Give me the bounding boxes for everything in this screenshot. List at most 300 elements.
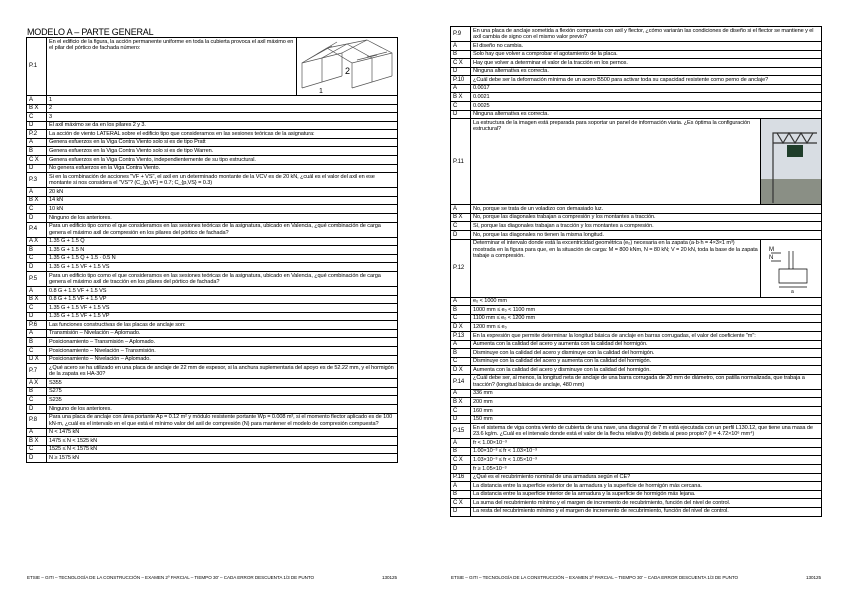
row-text-content: 1.03×10⁻³ ≤ fr < 1.05×10⁻³ [473, 456, 537, 463]
answer-row [27, 355, 398, 364]
question-row [27, 130, 398, 139]
answer-row [451, 213, 822, 222]
row-key: D [451, 67, 471, 76]
answer-row [451, 357, 822, 366]
row-text-content: El diseño no cambia. [473, 42, 523, 49]
row-text [471, 297, 822, 306]
sign-figure [760, 119, 821, 205]
answer-row [27, 405, 398, 414]
answer-row [451, 407, 822, 416]
row-text-content: La distancia entre la superficie exterior de la armadura y la superficie de hormigón más cercana. [473, 482, 702, 489]
row-key: A [27, 96, 47, 105]
answer-row [27, 214, 398, 223]
row-text [47, 428, 398, 437]
row-key: B [451, 50, 471, 59]
answer-row [451, 389, 822, 398]
row-text [47, 246, 398, 255]
row-key: A [27, 188, 47, 197]
row-key: B [451, 306, 471, 315]
row-text-content: No, porque las diagonales no tienen la misma longitud. [473, 231, 604, 238]
row-text [471, 27, 822, 42]
row-text-content: En la expresión que permite determinar la longitud básica de anclaje en barras corrugadas, el valor del coeficiente "m": [473, 332, 756, 339]
svg-text:2: 2 [345, 65, 350, 76]
row-text [47, 287, 398, 296]
answer-row [27, 246, 398, 255]
row-text-content: 20 kN [49, 188, 64, 195]
row-text-content: Disminuye con la calidad del acero y aumenta con la calidad del hormigón. [473, 358, 652, 365]
row-key: P.15 [451, 424, 471, 439]
answer-row [451, 366, 822, 375]
row-text-content: S275 [49, 388, 62, 395]
row-text [47, 437, 398, 446]
row-key: C X [451, 59, 471, 68]
row-text-content: ¿Cuál debe ser, al menos, la longitud neta de anclaje de una barra corrugada de 20 mm de diámetro, con patilla normalizada, que trabaja a tracción? (longitud básica de anclaje, 480 mm) [473, 375, 805, 388]
row-key: C [451, 407, 471, 416]
row-key: B [451, 490, 471, 499]
question-row [27, 222, 398, 237]
row-text [471, 239, 822, 297]
question-row [27, 38, 398, 96]
answer-row [451, 323, 822, 332]
row-text-content: La acción de viento LATERAL sobre el edificio tipo que consideramos en las sesiones teóricas de la asignatura: [49, 130, 315, 137]
row-text-content: Para una placa de anclaje con área portante Ap = 0.12 m² y módulo resistente portante Wp = 0.008 m³, si el momento flector aplicado es de 100 kN·m, ¿cuál es el intervalo en el que está el mínimo valor del axil de compresión (N) para mantener el modelo de compresión compuesta? [49, 414, 393, 427]
row-text-content: Solo hay que volver a comprobar el agotamiento de la placa. [473, 51, 618, 58]
answer-row [27, 113, 398, 122]
question-row [451, 473, 822, 482]
row-key: B [27, 387, 47, 396]
row-text [47, 454, 398, 463]
svg-text:M: M [769, 247, 774, 254]
row-text-content: Genera esfuerzos en la Viga Contra Viento, independientemente de su tipo estructural. [49, 156, 256, 163]
row-text [471, 50, 822, 59]
row-text [47, 263, 398, 272]
row-text-content: 1525 ≤ N < 1575 kN [49, 446, 98, 453]
answer-row [451, 349, 822, 358]
row-key: A [451, 297, 471, 306]
row-key: A [451, 84, 471, 93]
row-text-content: fr ≥ 1.05×10⁻³ [473, 465, 507, 472]
row-text [471, 407, 822, 416]
answer-row [451, 67, 822, 76]
row-key: C [27, 205, 47, 214]
answer-row [451, 42, 822, 51]
row-text [47, 338, 398, 347]
row-text-content: Genera esfuerzos en la Viga Contra Viento solo si es de tipo Pratt [49, 139, 206, 146]
row-text [471, 490, 822, 499]
row-key: P.16 [451, 473, 471, 482]
row-key: A [27, 287, 47, 296]
row-key: B [451, 447, 471, 456]
row-text-content: Sí, porque las diagonales trabajan a tracción y los montantes a compresión. [473, 222, 654, 229]
truss-building-figure [297, 38, 397, 96]
row-key: P.6 [27, 321, 47, 330]
row-text [47, 445, 398, 454]
row-key: C [27, 254, 47, 263]
row-text [47, 164, 398, 173]
row-text-content: Para un edificio tipo como el que consideramos en las sesiones teóricas de la asignatura, ubicado en Valencia, ¿qué combinación de carga genera el máximo axil de tracción en los pilares del pórtico de fachada? [49, 272, 381, 285]
row-key: D [451, 110, 471, 119]
row-key: A [451, 340, 471, 349]
row-text [47, 272, 398, 287]
row-text [471, 76, 822, 85]
row-key: P.1 [27, 38, 47, 96]
answer-row [27, 237, 398, 246]
row-text [47, 196, 398, 205]
answer-row [27, 379, 398, 388]
row-text-content: 0.8 G + 1.5 VF + 1.5 VS [49, 287, 107, 294]
answer-row [451, 59, 822, 68]
row-key: B X [451, 213, 471, 222]
row-key: D [27, 405, 47, 414]
row-key: A [451, 482, 471, 491]
row-text-content: Posicionamiento – Transmisión – Aplomado. [49, 339, 155, 346]
row-text [47, 355, 398, 364]
row-key: C [451, 102, 471, 111]
row-text-content: 2 [49, 105, 53, 112]
row-key: B X [27, 104, 47, 113]
row-text [471, 213, 822, 222]
row-text-content: En una placa de anclaje sometida a flexión compuesta con axil y flector, ¿cómo variarán las condiciones de diseño si el flector se mantiene y el axil cambia de signo con el mismo valor previo? [473, 27, 814, 40]
answer-row [451, 456, 822, 465]
question-row [451, 76, 822, 85]
row-text [47, 38, 398, 96]
row-text-content: La suma del recubrimiento mínimo y el margen de incremento de recubrimiento, función del nivel de control. [473, 499, 731, 506]
row-text [471, 110, 822, 119]
row-key: D [451, 231, 471, 240]
question-row [451, 332, 822, 341]
answer-row [27, 338, 398, 347]
row-key: D [27, 164, 47, 173]
row-text [471, 389, 822, 398]
answer-row [451, 93, 822, 102]
row-key: D [27, 263, 47, 272]
row-text [471, 67, 822, 76]
row-text [47, 321, 398, 330]
row-text-content: No, porque las diagonales trabajan a compresión y los montantes a tracción. [473, 214, 656, 221]
row-text-content: Si en la combinación de acciones "VF + VS", el axil en un determinado montante de la VCV es de 20 kN, ¿cuál es el valor del axil en ese montante si nos considera el "VS"? (C_{p,VF} = 0.7; C_{p,VS} = 0.3) [49, 173, 375, 187]
row-text [47, 396, 398, 405]
row-key: B [27, 246, 47, 255]
row-key: C X [451, 499, 471, 508]
row-text [471, 499, 822, 508]
row-text [47, 121, 398, 130]
answer-row [27, 347, 398, 356]
row-text-content: ¿Qué acero se ha utilizado en una placa de anclaje de 22 mm de espesor, si la anchura suplementaria del apoyo es de 52.22 mm, y el hormigón de la zapata es HA-30? [49, 364, 394, 378]
row-text [47, 222, 398, 237]
row-text-content: Ninguno de los anteriores. [49, 405, 112, 412]
answer-row [451, 102, 822, 111]
row-text-content: La resta del recubrimiento mínimo y el margen de incremento de recubrimiento, función del nivel de control. [473, 508, 729, 515]
row-key: C [27, 347, 47, 356]
row-text-content: 1.35 G + 1.5 VF + 1.5 VP [49, 313, 110, 320]
row-key: C [451, 222, 471, 231]
row-text [471, 314, 822, 323]
row-key: C [27, 304, 47, 313]
row-text-content: Aumenta con la calidad del acero y disminuye con la calidad del hormigón. [473, 366, 651, 373]
answer-row [27, 428, 398, 437]
answer-row [27, 188, 398, 197]
row-text-content: Ninguna alternativa es correcta. [473, 111, 549, 118]
footer [451, 575, 821, 580]
row-text-content: 1.35 G + 1.5 Q [49, 238, 85, 245]
question-row [27, 321, 398, 330]
row-text [47, 364, 398, 379]
question-row [27, 272, 398, 287]
row-text-content: 0.0017 [473, 85, 490, 92]
row-text-content: 1.00×10⁻³ ≤ fr < 1.03×10⁻³ [473, 448, 537, 455]
row-text-content: Hay que volver a determinar el valor de la tracción en los pernos. [473, 59, 628, 66]
row-key: D X [451, 323, 471, 332]
row-text [471, 102, 822, 111]
questions-table-right [450, 26, 822, 517]
answer-row [27, 254, 398, 263]
row-text [471, 323, 822, 332]
answer-row [451, 314, 822, 323]
row-text-content: 1.35 G + 1.5 VF + 1.5 VS [49, 304, 110, 311]
row-text [471, 222, 822, 231]
row-text-content: 1000 mm ≤ e₀ < 1100 mm [473, 306, 536, 313]
answer-row [451, 110, 822, 119]
row-text [471, 507, 822, 516]
road-sign-photo [761, 119, 821, 205]
row-text-content: N ≥ 1575 kN [49, 454, 79, 461]
row-key: P.3 [27, 173, 47, 188]
row-key: P.8 [27, 413, 47, 428]
row-text [47, 347, 398, 356]
row-text [471, 366, 822, 375]
answer-row [27, 437, 398, 446]
answer-row [27, 96, 398, 105]
answer-row [451, 84, 822, 93]
answer-row [27, 396, 398, 405]
row-text [47, 96, 398, 105]
row-text [47, 188, 398, 197]
row-text-content: 1100 mm ≤ e₀ < 1200 mm [473, 315, 536, 322]
row-text [471, 42, 822, 51]
row-text-content: 336 mm [473, 390, 493, 397]
footer [27, 575, 397, 580]
row-key: P.9 [451, 27, 471, 42]
footing-figure [760, 239, 821, 297]
row-text [47, 173, 398, 188]
row-text-content: Las funciones constructivas de las placas de anclaje son: [49, 321, 186, 328]
row-text [471, 340, 822, 349]
row-key: D [451, 465, 471, 474]
row-key: C [451, 357, 471, 366]
row-text-content: N < 1475 kN [49, 429, 80, 436]
row-text-content: fr < 1.00×10⁻³ [473, 439, 507, 446]
row-key: P.13 [451, 332, 471, 341]
row-text [471, 357, 822, 366]
row-text [471, 447, 822, 456]
footer-left-text: ETSIE – GITI – TECNOLOGÍA DE LA CONSTRUCCIÓN – EXAMEN 2º PARCIAL – TIEMPO 30' – CADA ERROR DESCUENTA 1/3 DE PUNTO [27, 575, 315, 580]
answer-row [27, 164, 398, 173]
answer-row [451, 398, 822, 407]
answer-row [451, 482, 822, 491]
row-key: A X [27, 379, 47, 388]
row-text [47, 147, 398, 156]
row-key: A [27, 138, 47, 147]
answer-row [27, 147, 398, 156]
row-text-content: 1.35 G + 1.5 VF + 1.5 VS [49, 263, 110, 270]
row-text-content: 3 [49, 113, 53, 120]
row-text-content: 1200 mm ≤ e₀ [473, 323, 507, 330]
row-key: B X [27, 196, 47, 205]
row-text [471, 439, 822, 448]
answer-row [27, 304, 398, 313]
answer-row [451, 465, 822, 474]
row-key: D [27, 214, 47, 223]
answer-row [451, 447, 822, 456]
row-text [471, 482, 822, 491]
answer-row [451, 499, 822, 508]
row-text [47, 304, 398, 313]
row-key: B [27, 147, 47, 156]
row-text-content: 160 mm [473, 407, 493, 414]
row-text-content: En el sistema de viga contra viento de cubierta de una nave, una diagonal de 7 m está ejecutada con un perfil L130.12, que tiene una masa de 23.6 kg/m. ¿Cuál es el intervalo donde está el valor de la flecha relativa (fr) debida al peso propio? (I = 4.72×10⁶ mm⁴) [473, 424, 813, 438]
svg-text:N: N [769, 255, 774, 262]
question-row [451, 239, 822, 297]
row-key: A [451, 205, 471, 214]
row-text-content: El axil máximo se da en los pilares 2 y 3. [49, 122, 146, 129]
answer-row [27, 104, 398, 113]
row-text [471, 84, 822, 93]
row-text [47, 205, 398, 214]
row-key: P.10 [451, 76, 471, 85]
row-text-content: No genera esfuerzos en la Viga Contra Viento. [49, 165, 160, 172]
row-text-content: S235 [49, 396, 62, 403]
row-text [47, 156, 398, 165]
row-text [47, 405, 398, 414]
row-key: A [451, 439, 471, 448]
answer-row [27, 263, 398, 272]
row-text [471, 59, 822, 68]
row-text-content: Aumenta con la calidad del acero y aumenta con la calidad del hormigón. [473, 341, 648, 348]
row-key: C [27, 445, 47, 454]
row-text-content: 14 kN [49, 197, 64, 204]
row-text [47, 237, 398, 246]
question-row [451, 424, 822, 439]
svg-text:a: a [791, 289, 794, 296]
row-text-content: Disminuye con la calidad del acero y disminuye con la calidad del hormigón. [473, 349, 655, 356]
row-text [471, 465, 822, 474]
row-text-content: 10 kN [49, 205, 64, 212]
row-text-content: 1.35 G + 1.5 N [49, 246, 85, 253]
row-key: B X [27, 295, 47, 304]
row-text-content: ¿Cuál debe ser la deformación mínima de un acero B500 para activar toda su capacidad resistente como perno de anclaje? [473, 76, 769, 83]
row-key: P.4 [27, 222, 47, 237]
row-text-content: 0.0025 [473, 102, 490, 109]
row-text-content: 0.0021 [473, 94, 490, 101]
row-text-content: 200 mm [473, 399, 493, 406]
row-key: D [451, 415, 471, 424]
row-text [471, 205, 822, 214]
row-key: A [451, 42, 471, 51]
row-text-content: Determinar el intervalo donde está la excentricidad geométrica (e₀) necesaria en la zapata (a·b·h = 4×3×1 m³) mostrada en la figura para que, en la situación de carga: M = 800 kNm, N = 80 kN; V = 20 kN, toda la base de la zapata trabaje a compresión. [473, 240, 758, 260]
row-text-content: 1475 ≤ N < 1525 kN [49, 437, 98, 444]
answer-row [27, 387, 398, 396]
row-text [47, 214, 398, 223]
row-key: A X [27, 237, 47, 246]
answer-row [451, 231, 822, 240]
row-key: B X [27, 437, 47, 446]
row-text [47, 138, 398, 147]
row-key: D [27, 121, 47, 130]
row-key: D X [27, 355, 47, 364]
right-page [424, 0, 848, 599]
answer-row [27, 445, 398, 454]
row-text [47, 113, 398, 122]
row-text-content: 150 mm [473, 416, 493, 423]
row-text-content: Posicionamiento – Nivelación – Transmisión. [49, 347, 156, 354]
page-number: 130125 [381, 575, 397, 580]
answer-row [27, 205, 398, 214]
row-text-content: S355 [49, 379, 62, 386]
answer-row [27, 138, 398, 147]
row-key: B X [451, 93, 471, 102]
row-key: P.7 [27, 364, 47, 379]
row-key: A [27, 428, 47, 437]
row-text [471, 415, 822, 424]
row-text-content: La distancia entre la superficie interior de la armadura y la superficie de hormigón más lejana. [473, 491, 696, 498]
row-key: D [27, 312, 47, 321]
row-key: C X [27, 156, 47, 165]
row-key: B X [451, 398, 471, 407]
answer-row [27, 156, 398, 165]
row-key: D [451, 507, 471, 516]
page-number: 130125 [805, 575, 821, 580]
row-key: B [451, 349, 471, 358]
svg-text:1: 1 [319, 87, 323, 95]
answer-row [451, 490, 822, 499]
row-text [471, 398, 822, 407]
row-text [47, 254, 398, 263]
row-text-content: 1 [49, 96, 53, 103]
question-row [27, 413, 398, 428]
row-text-content: ¿Qué es el recubrimiento nominal de una armadura según el CE? [473, 474, 631, 481]
row-text-content: Ninguna alternativa es correcta. [473, 68, 549, 75]
truss-figure [296, 38, 397, 96]
row-text-content: No, porque se trata de un voladizo con demasiado luz. [473, 205, 603, 212]
row-key: C [27, 113, 47, 122]
questions-table-left [26, 37, 398, 463]
row-text [471, 119, 822, 205]
answer-row [451, 415, 822, 424]
question-row [27, 364, 398, 379]
answer-row [27, 312, 398, 321]
row-text [471, 306, 822, 315]
row-key: C X [451, 456, 471, 465]
row-text [471, 473, 822, 482]
footer-left-text: ETSIE – GITI – TECNOLOGÍA DE LA CONSTRUCCIÓN – EXAMEN 2º PARCIAL – TIEMPO 30' – CADA ERROR DESCUENTA 1/3 DE PUNTO [451, 575, 739, 580]
footing-diagram [761, 239, 821, 297]
answer-row [451, 297, 822, 306]
answer-row [27, 121, 398, 130]
answer-row [27, 329, 398, 338]
row-text [47, 312, 398, 321]
answer-row [451, 340, 822, 349]
answer-row [451, 205, 822, 214]
row-text-content: En el edificio de la figura, la acción permanente uniforme en toda la cubierta provoca el axil máximo en el pilar del pórtico de fachada número: [49, 38, 294, 51]
row-key: C [451, 314, 471, 323]
row-text [47, 295, 398, 304]
row-text [47, 329, 398, 338]
row-key: P.2 [27, 130, 47, 139]
answer-row [451, 507, 822, 516]
row-key: D X [451, 366, 471, 375]
row-text [471, 231, 822, 240]
row-key: P.5 [27, 272, 47, 287]
